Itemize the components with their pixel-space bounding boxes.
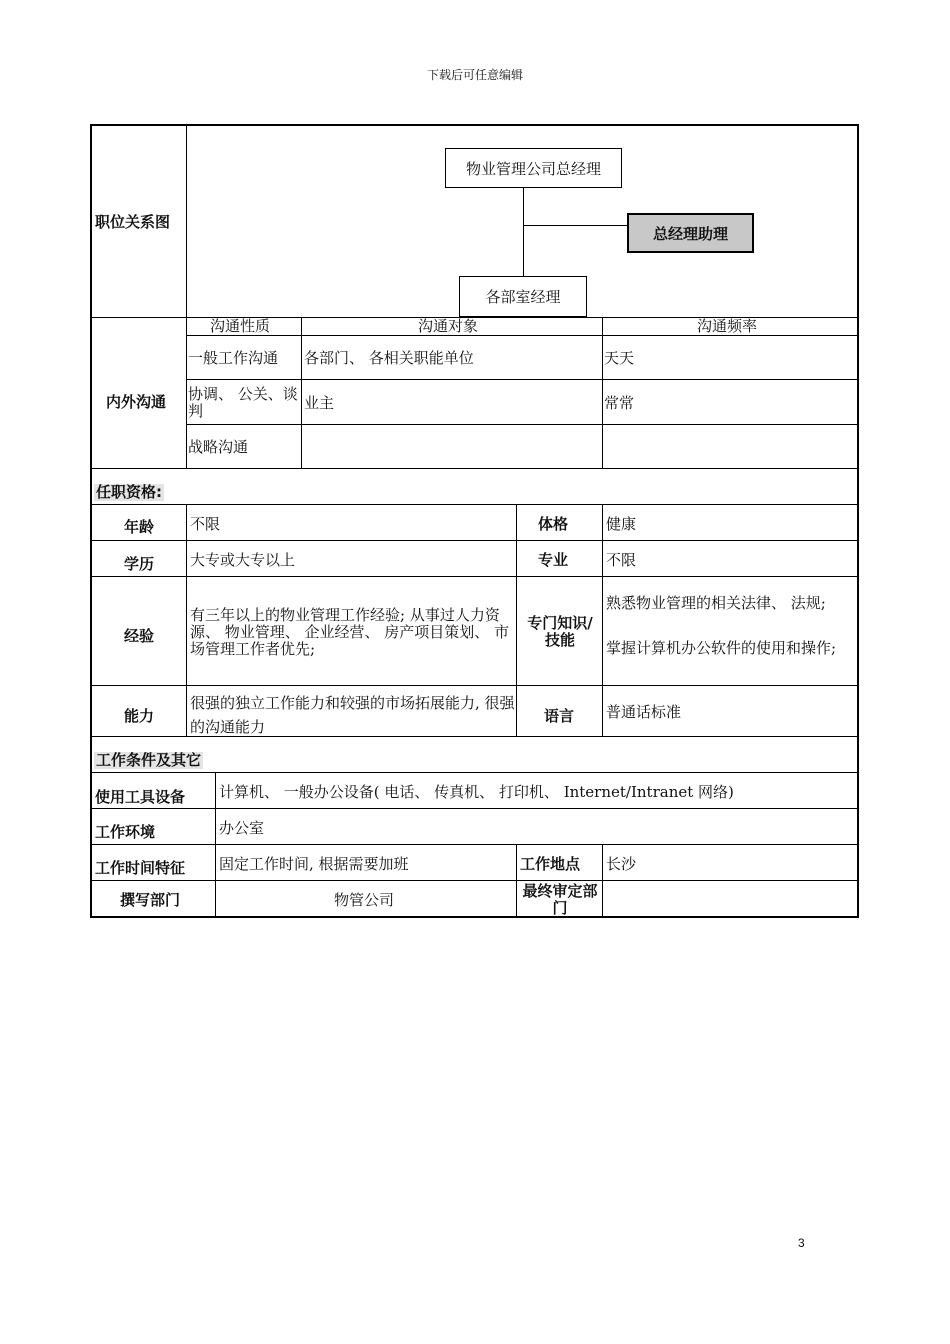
line: [92, 880, 857, 881]
line: [186, 126, 187, 468]
health-label: 体格: [538, 515, 569, 533]
comm-nature: 协调、 公关、谈判: [188, 385, 298, 420]
line: [92, 844, 857, 845]
author-label: 撰写部门: [120, 891, 181, 909]
place-value: 长沙: [606, 855, 637, 873]
line: [92, 808, 857, 809]
header-note: 下载后可任意编辑: [426, 68, 523, 82]
org-box-assistant: 总经理助理: [627, 213, 754, 253]
line: [92, 772, 857, 773]
comm-freq: 天天: [604, 349, 635, 367]
org-connector: [523, 188, 524, 276]
line: [92, 576, 857, 577]
line: [301, 317, 302, 468]
comm-header-freq: 沟通频率: [697, 317, 758, 335]
tools-value: 计算机、 一般办公设备( 电话、 传真机、 打印机、 Internet/Intranet 网络): [219, 783, 734, 801]
age-label: 年龄: [124, 518, 155, 536]
line: [602, 504, 603, 736]
edu-value: 大专或大专以上: [190, 551, 296, 569]
page-number: 3: [798, 1236, 805, 1250]
env-value: 办公室: [219, 819, 265, 837]
lang-label: 语言: [544, 707, 575, 725]
age-value: 不限: [190, 515, 221, 533]
line: [92, 504, 857, 505]
line: [92, 468, 857, 469]
time-value: 固定工作时间, 根据需要加班: [219, 855, 409, 873]
skill-label: 专门知识/技能: [527, 614, 593, 649]
comm-target: 各部门、 各相关职能单位: [304, 349, 474, 367]
ability-value: 很强的独立工作能力和较强的市场拓展能力, 很强的沟通能力: [190, 694, 515, 736]
tools-label: 使用工具设备: [95, 788, 186, 806]
env-label: 工作环境: [95, 823, 156, 841]
qual-title: 任职资格:: [96, 483, 162, 501]
org-box-bottom: 各部室经理: [459, 276, 587, 317]
line: [187, 424, 857, 425]
major-value: 不限: [606, 551, 637, 569]
author-value: 物管公司: [334, 891, 395, 909]
skill-value-1: 熟悉物业管理的相关法律、 法规;: [606, 594, 826, 612]
major-label: 专业: [538, 551, 569, 569]
line: [92, 685, 857, 686]
comm-nature: 一般工作沟通: [188, 349, 279, 367]
exp-value: 有三年以上的物业管理工作经验; 从事过人力资源、 物业管理、 企业经营、 房产项目策划、 市场管理工作者优先;: [190, 606, 510, 658]
edu-label: 学历: [124, 555, 155, 573]
review-label: 最终审定部门: [522, 882, 598, 917]
time-label: 工作时间特征: [95, 859, 186, 877]
line: [186, 504, 187, 736]
line: [602, 844, 603, 918]
comm-label: 内外沟通: [106, 393, 167, 411]
job-table: [90, 124, 859, 918]
line: [215, 772, 216, 918]
skill-value-2: 掌握计算机办公软件的使用和操作;: [606, 639, 837, 657]
line: [92, 540, 857, 541]
line: [516, 504, 517, 736]
relation-label: 职位关系图: [95, 213, 171, 231]
line: [187, 379, 857, 380]
health-value: 健康: [606, 515, 637, 533]
exp-label: 经验: [124, 627, 155, 645]
comm-nature: 战略沟通: [188, 438, 249, 456]
place-label: 工作地点: [520, 855, 581, 873]
org-box-top: 物业管理公司总经理: [445, 148, 622, 188]
line: [516, 844, 517, 918]
ability-label: 能力: [124, 707, 155, 725]
comm-header-target: 沟通对象: [418, 317, 479, 335]
line: [602, 317, 603, 468]
line: [187, 335, 857, 336]
comm-freq: 常常: [604, 394, 635, 412]
org-connector: [523, 225, 628, 226]
lang-value: 普通话标准: [606, 703, 682, 721]
comm-header-nature: 沟通性质: [210, 317, 271, 335]
comm-target: 业主: [304, 394, 335, 412]
cond-title: 工作条件及其它: [96, 751, 202, 769]
